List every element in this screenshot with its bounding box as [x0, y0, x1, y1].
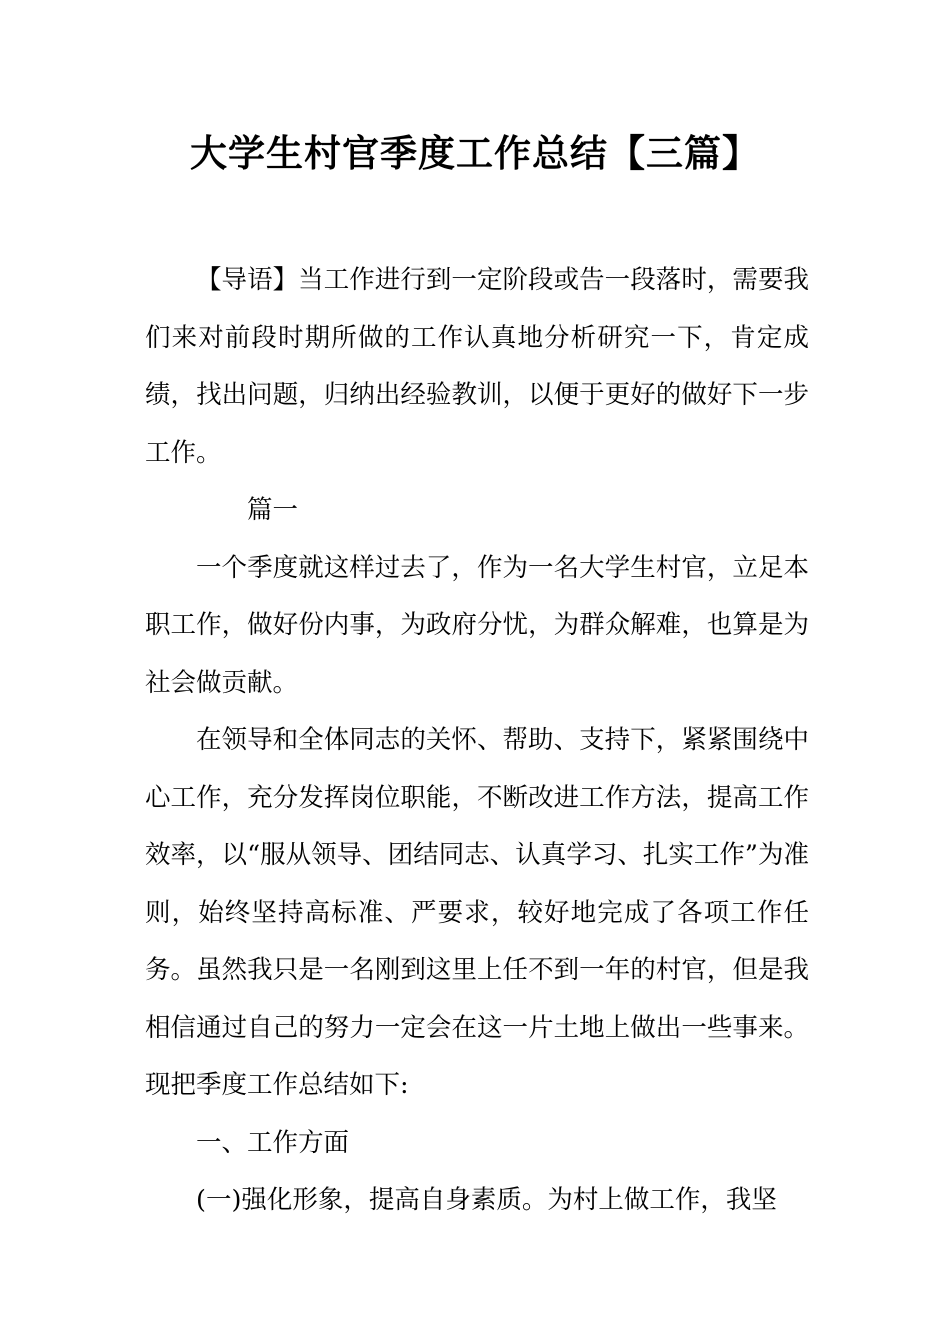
document-body [145, 252, 809, 1230]
intro-paragraph: 【导语】当工作进行到一定阶段或告一段落时，需要我们来对前段时期所做的工作认真地分析研究一下，肯定成绩，找出问题，归纳出经验教训，以便于更好的做好下一步工作。 [145, 265, 809, 468]
document-title: 大学生村官季度工作总结【三篇】 [190, 132, 760, 175]
section-heading-work: 一、工作方面 [196, 1127, 350, 1158]
body-paragraph: (一)强化形象，提高自身素质。为村上做工作，我坚 [196, 1185, 777, 1215]
body-paragraph: 在领导和全体同志的关怀、帮助、支持下，紧紧围绕中心工作，充分发挥岗位职能，不断改进工作方法，提高工作效率，以“服从领导、团结同志、认真学习、扎实工作”为准则，始终坚持高标准、严要求，较好地完成了各项工作任务。虽然我只是一名刚到这里上任不到一年的村官，但是我相信通过自己的努力一定会在这一片土地上做出一些事来。现把季度工作总结如下: [145, 725, 809, 1100]
section-heading-part-one: 篇一 [247, 495, 299, 525]
body-paragraph: 一个季度就这样过去了，作为一名大学生村官，立足本职工作，做好份内事，为政府分忧，为群众解难，也算是为社会做贡献。 [145, 552, 809, 698]
